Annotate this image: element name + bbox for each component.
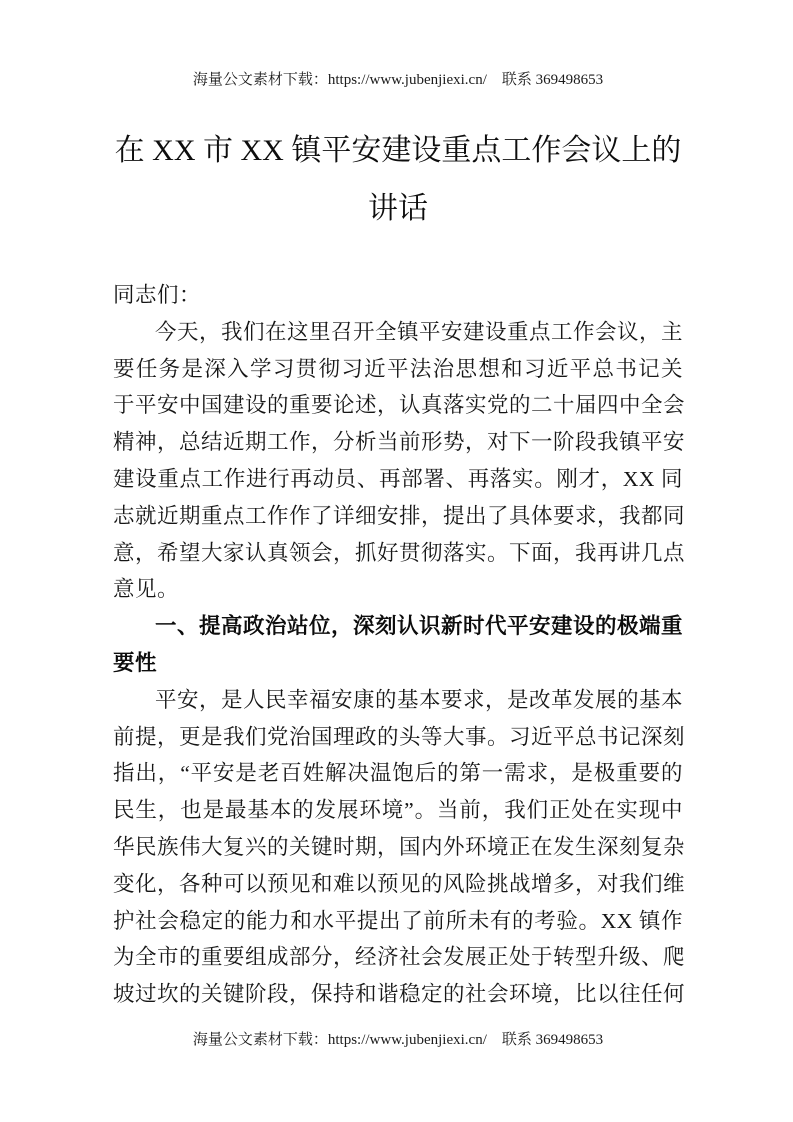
- body-text-line: 平安，是人民幸福安康的基本要求，是改革发展的基本: [155, 687, 684, 712]
- body-text-line: 民生，也是最基本的发展环境”。当前，我们正处在实现中: [113, 798, 683, 823]
- body-text-line: 意，希望大家认真领会，抓好贯彻落实。下面，我再讲几点: [113, 540, 686, 565]
- section-heading-line: 一、提高政治站位，深刻认识新时代平安建设的极端重: [155, 614, 684, 639]
- page-header-watermark: 海量公文素材下载：https://www.jubenjiexi.cn/ 联系 369498653: [192, 72, 604, 88]
- body-text-line: 指出，“平安是老百姓解决温饱后的第一需求，是极重要的: [113, 761, 683, 786]
- document-title: [100, 122, 696, 238]
- body-text-line: 坡过坎的关键阶段，保持和谐稳定的社会环境，比以往任何: [113, 982, 686, 1007]
- body-text-line: 要任务是深入学习贯彻习近平法治思想和习近平总书记关: [113, 356, 683, 381]
- body-text-line: 精神，总结近期工作，分析当前形势，对下一阶段我镇平安: [113, 430, 686, 455]
- document-body: [113, 277, 686, 1013]
- body-text-line: 意见。: [113, 577, 180, 602]
- document-title-line: 讲话: [368, 192, 428, 225]
- body-text-line: 志就近期重点工作作了详细安排，提出了具体要求，我都同: [113, 503, 686, 528]
- body-text-line: 同志们：: [113, 283, 202, 307]
- body-text-line: 华民族伟大复兴的关键时期，国内外环境正在发生深刻复杂: [113, 834, 686, 859]
- body-text-line: 于平安中国建设的重要论述，认真落实党的二十届四中全会: [113, 393, 686, 418]
- body-text-line: 今天，我们在这里召开全镇平安建设重点工作会议，主: [155, 319, 684, 344]
- body-text-line: 建设重点工作进行再动员、再部署、再落实。刚才，XX 同: [113, 466, 683, 491]
- body-text-line: 为全市的重要组成部分，经济社会发展正处于转型升级、爬: [113, 945, 686, 970]
- section-heading-line: 要性: [113, 650, 158, 675]
- page-footer-watermark: 海量公文素材下载：https://www.jubenjiexi.cn/ 联系 369498653: [192, 1032, 604, 1048]
- body-text-line: 前提，更是我们党治国理政的头等大事。习近平总书记深刻: [113, 724, 686, 749]
- document-title-line: 在 XX 市 XX 镇平安建设重点工作会议上的: [114, 134, 682, 167]
- body-text-line: 护社会稳定的能力和水平提出了前所未有的考验。XX 镇作: [113, 908, 683, 933]
- body-text-line: 变化，各种可以预见和难以预见的风险挑战增多，对我们维: [113, 871, 686, 896]
